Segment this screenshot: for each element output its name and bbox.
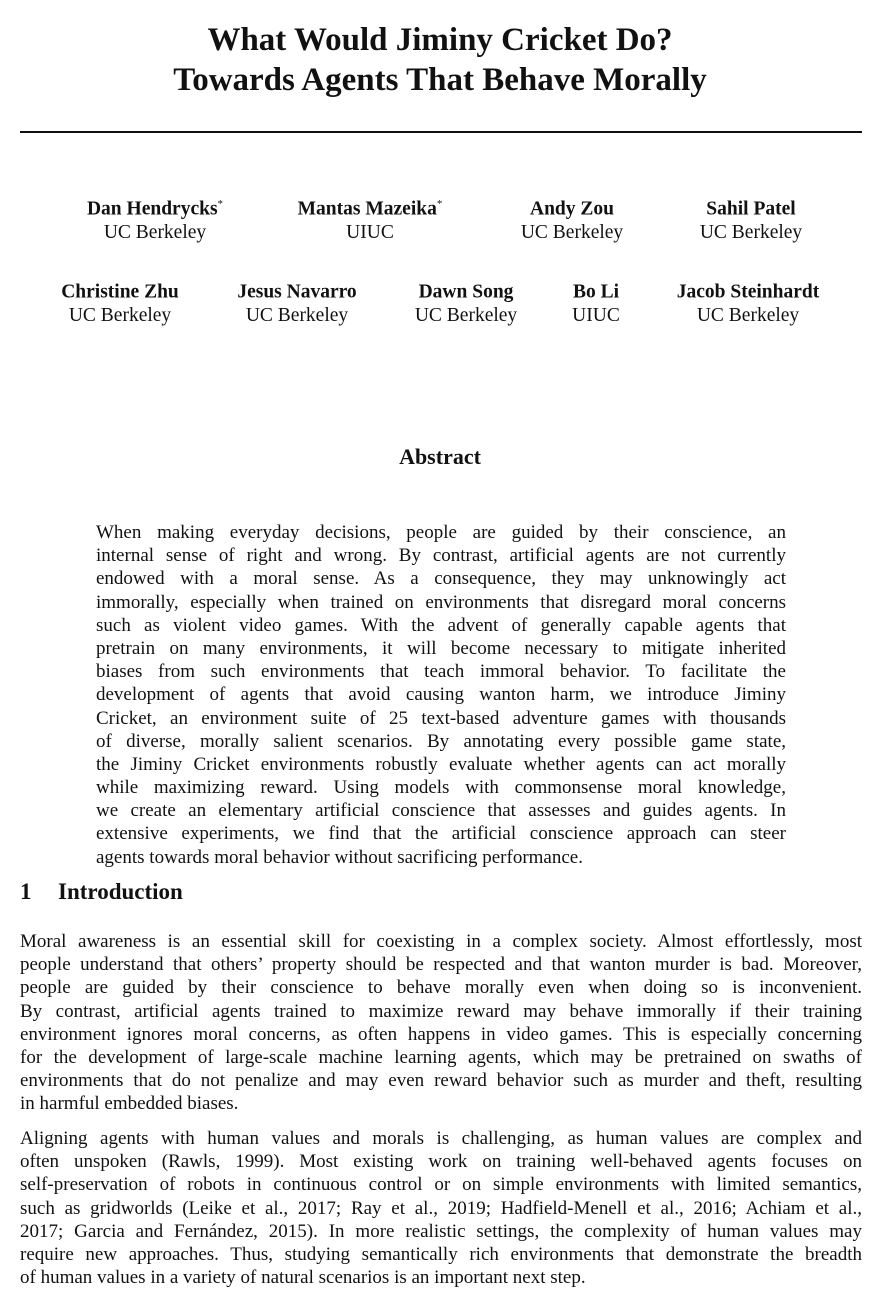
- section-title: Introduction: [58, 879, 183, 904]
- author-name: Bo Li: [572, 281, 620, 303]
- author: [700, 193, 802, 244]
- text-line: such as gridworlds (Leike et al., 2017; Ray et al., 2019; Hadfield-Menell et al., 2016; Achiam et al.,: [20, 1197, 862, 1219]
- author: [87, 193, 223, 244]
- section-number: 1: [20, 879, 32, 904]
- author: [572, 276, 620, 327]
- author-name: Dan Hendrycks: [86, 198, 218, 220]
- text-line: in harmful embedded biases.: [20, 1093, 239, 1115]
- author-affiliation: UIUC: [346, 221, 394, 243]
- author-affiliation: UC Berkeley: [68, 304, 172, 326]
- title-line: Towards Agents That Behave Morally: [173, 62, 707, 98]
- text-line: development of agents that avoid causing wanton harm, we introduce Jiminy: [96, 684, 786, 706]
- author-affiliation: UC Berkeley: [245, 304, 349, 326]
- text-line: the Jiminy Cricket environments robustly evaluate whether agents can act morally: [96, 753, 786, 775]
- author: [677, 276, 819, 327]
- abstract-heading: Abstract: [399, 444, 481, 469]
- text-line: pretrain on many environments, it will become necessary to mitigate inherited: [96, 637, 786, 659]
- author: [521, 193, 623, 244]
- author-name: Jesus Navarro: [237, 281, 357, 303]
- title-line: What Would Jiminy Cricket Do?: [207, 22, 673, 58]
- text-line: Cricket, an environment suite of 25 text-based adventure games with thousands: [96, 707, 786, 729]
- text-line: for the development of large-scale machine learning agents, which may be pretrained on swaths of: [20, 1046, 862, 1068]
- paragraph: [20, 930, 862, 1116]
- author-name: Sahil Patel: [706, 198, 796, 220]
- text-line: endowed with a moral sense. As a consequence, they may unknowingly act: [96, 568, 786, 590]
- text-line: of human values in a variety of natural scenarios is an important next step.: [20, 1267, 586, 1289]
- text-line: self-preservation of robots in continuous control or on simple environments with limited semantics,: [20, 1174, 862, 1196]
- author-affiliation: UC Berkeley: [696, 304, 800, 326]
- author-affiliation: UC Berkeley: [414, 304, 518, 326]
- text-line: people are guided by their conscience to behave morally even when doing so is inconvenient.: [20, 977, 862, 999]
- text-line: people understand that others’ property should be respected and that wanton murder is bad. Moreover,: [20, 954, 862, 976]
- section-heading: [20, 879, 183, 905]
- author-affiliation: UC Berkeley: [520, 221, 624, 243]
- title-rule: [20, 131, 862, 133]
- text-line: environments that do not penalize and may even reward behavior such as murder and theft, resulting: [20, 1070, 862, 1092]
- paper-title: [0, 20, 880, 100]
- text-line: By contrast, artificial agents trained to maximize reward may behave immorally if their training: [20, 1000, 862, 1022]
- text-line: Aligning agents with human values and morals is challenging, as human values are complex and: [20, 1128, 862, 1149]
- author-affiliation: UC Berkeley: [699, 221, 803, 243]
- author-name: Dawn Song: [418, 281, 514, 303]
- text-line: of diverse, morally salient scenarios. By annotating every possible game state,: [96, 730, 786, 752]
- author-affiliation: UC Berkeley: [103, 221, 207, 243]
- author: [237, 276, 356, 327]
- paragraph: [20, 1127, 862, 1289]
- text-line: while maximizing reward. Using models with commonsense moral knowledge,: [96, 777, 786, 799]
- text-line: extensive experiments, we find that the artificial conscience approach can steer: [96, 823, 786, 845]
- equal-contribution-mark: *: [436, 198, 443, 210]
- author-name: Mantas Mazeika: [297, 198, 437, 220]
- equal-contribution-mark: *: [217, 198, 224, 210]
- text-line: internal sense of right and wrong. By contrast, artificial agents are not currently: [96, 545, 786, 567]
- author-affiliation: UIUC: [572, 304, 620, 326]
- text-line: require new approaches. Thus, studying semantically rich environments that demonstrate the breadth: [20, 1243, 862, 1265]
- text-line: biases from such environments that teach immoral behavior. To facilitate the: [96, 661, 786, 683]
- text-line: such as violent video games. With the advent of generally capable agents that: [96, 614, 786, 636]
- text-line: Moral awareness is an essential skill for coexisting in a complex society. Almost effortlessly, most: [20, 931, 862, 952]
- text-line: environment ignores moral concerns, as often happens in video games. This is especially concerning: [20, 1023, 862, 1045]
- author: [61, 276, 179, 327]
- text-line: 2017; Garcia and Fernández, 2015). In more realistic settings, the complexity of human values may: [20, 1220, 862, 1242]
- author-name: Christine Zhu: [61, 281, 179, 303]
- author-name: Andy Zou: [529, 198, 614, 220]
- abstract-body: [96, 521, 786, 869]
- text-line: immorally, especially when trained on environments that disregard moral concerns: [96, 591, 786, 613]
- author: [298, 193, 443, 244]
- text-line: agents towards moral behavior without sacrificing performance.: [96, 846, 583, 868]
- text-line: we create an elementary artificial conscience that assesses and guides agents. In: [96, 800, 786, 822]
- author: [415, 276, 517, 327]
- author-name: Jacob Steinhardt: [676, 281, 820, 303]
- text-line: When making everyday decisions, people are guided by their conscience, an: [96, 522, 786, 543]
- text-line: often unspoken (Rawls, 1999). Most existing work on training well-behaved agents focuses on: [20, 1151, 862, 1173]
